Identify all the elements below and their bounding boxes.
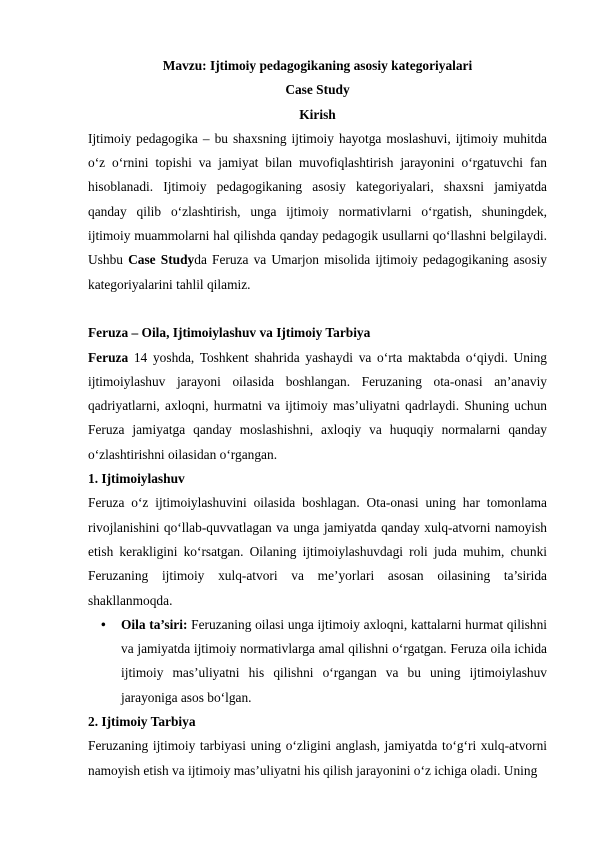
ijtimoiylashuv-paragraph: Feruza o‘z ijtimoiylashuvini oilasida boshlagan. Ota-onasi uning har tomonlama rivojlanishini qo‘llab-quvvatlagan va unga jamiyatda qanday xulq-atvorni namoyish etish kerakligini ko‘rsatgan. Oilaning ijtimoiylashuvdagi roli juda muhim, chunki Feruzaning ijtimoiy xulq-atvori va me’yorlari asosan oilasining ta’sirida shakllanmoqda.: [88, 495, 547, 608]
subsection-heading-ijtimoiylashuv: 1. Ijtimoiylashuv: [88, 471, 185, 487]
feruza-text: 14 yoshda, Toshkent shahrida yashaydi va o‘rta maktabda o‘qiydi. Uning ijtimoiylashuv jarayoni oilasida boshlangan. Feruzaning ota-onasi an’anaviy qadriyatlarni, axloqni, hurmatni va ijtimoiy mas’uliyatni qadrlaydi. Shuning uchun Feruza jamiyatga qanday moslashishni, axloqiy va huquqiy normalarni qanday o‘zlashtirishni oilasidan o‘rgangan.: [88, 349, 547, 462]
document-subtitle: Case Study: [285, 82, 350, 98]
feruza-name-bold: Feruza: [88, 349, 129, 365]
bullet-dot-icon: •: [101, 616, 106, 632]
bullet-item-oila-tasiri: [88, 613, 547, 710]
feruza-paragraph: [88, 346, 547, 467]
subsection-heading-ijtimoiy-tarbiya: 2. Ijtimoiy Tarbiya: [88, 714, 196, 730]
section-heading-feruza: Feruza – Oila, Ijtimoiylashuv va Ijtimoiy Tarbiya: [88, 325, 371, 341]
ijtimoiy-tarbiya-paragraph: Feruzaning ijtimoiy tarbiyasi uning o‘zligini anglash, jamiyatda to‘g‘ri xulq-atvorni namoyish etish va ijtimoiy mas’uliyatni his qilish jarayonini o‘z ichiga oladi. Uning: [88, 738, 547, 778]
blank-line: [88, 297, 547, 321]
bullet-text: Feruzaning oilasi unga ijtimoiy axloqni, kattalarni hurmat qilishni va jamiyatda ijtimoiy normativlarga amal qilishni o‘rgatgan. Feruza oila ichida ijtimoiy mas’uliyatni his qilishni o‘rgangan va bu uning ijtimoiylashuv jarayoniga asos bo‘lgan.: [121, 616, 547, 705]
intro-paragraph: [88, 127, 547, 297]
section-heading-intro: Kirish: [299, 106, 336, 122]
intro-text-before: Ijtimoiy pedagogika – bu shaxsning ijtimoiy hayotga moslashuvi, ijtimoiy muhitda o‘z o‘rnini topishi va jamiyat bilan muvofiqlashtirish jarayonini o‘rgatuvchi fan hisoblanadi. Ijtimoiy pedagogikaning asosiy kategoriyalari, shaxsni jamiyatda qanday qilib o‘zlashtirish, unga ijtimoiy normativlarni o‘rgatish, shuningdek, ijtimoiy muammolarni hal qilishda qanday pedagogik usullarni qo‘llashni belgilaydi. Ushbu: [88, 130, 547, 268]
intro-text-after: da Feruza va Umarjon misolida ijtimoiy pedagogikaning asosiy kategoriyalarini tahlil qilamiz.: [88, 252, 547, 292]
document-body: [88, 54, 547, 783]
intro-bold-term: Case Study: [128, 252, 195, 268]
bullet-bold-label: Oila ta’siri:: [121, 616, 188, 632]
document-title: Mavzu: Ijtimoiy pedagogikaning asosiy kategoriyalari: [162, 58, 473, 73]
